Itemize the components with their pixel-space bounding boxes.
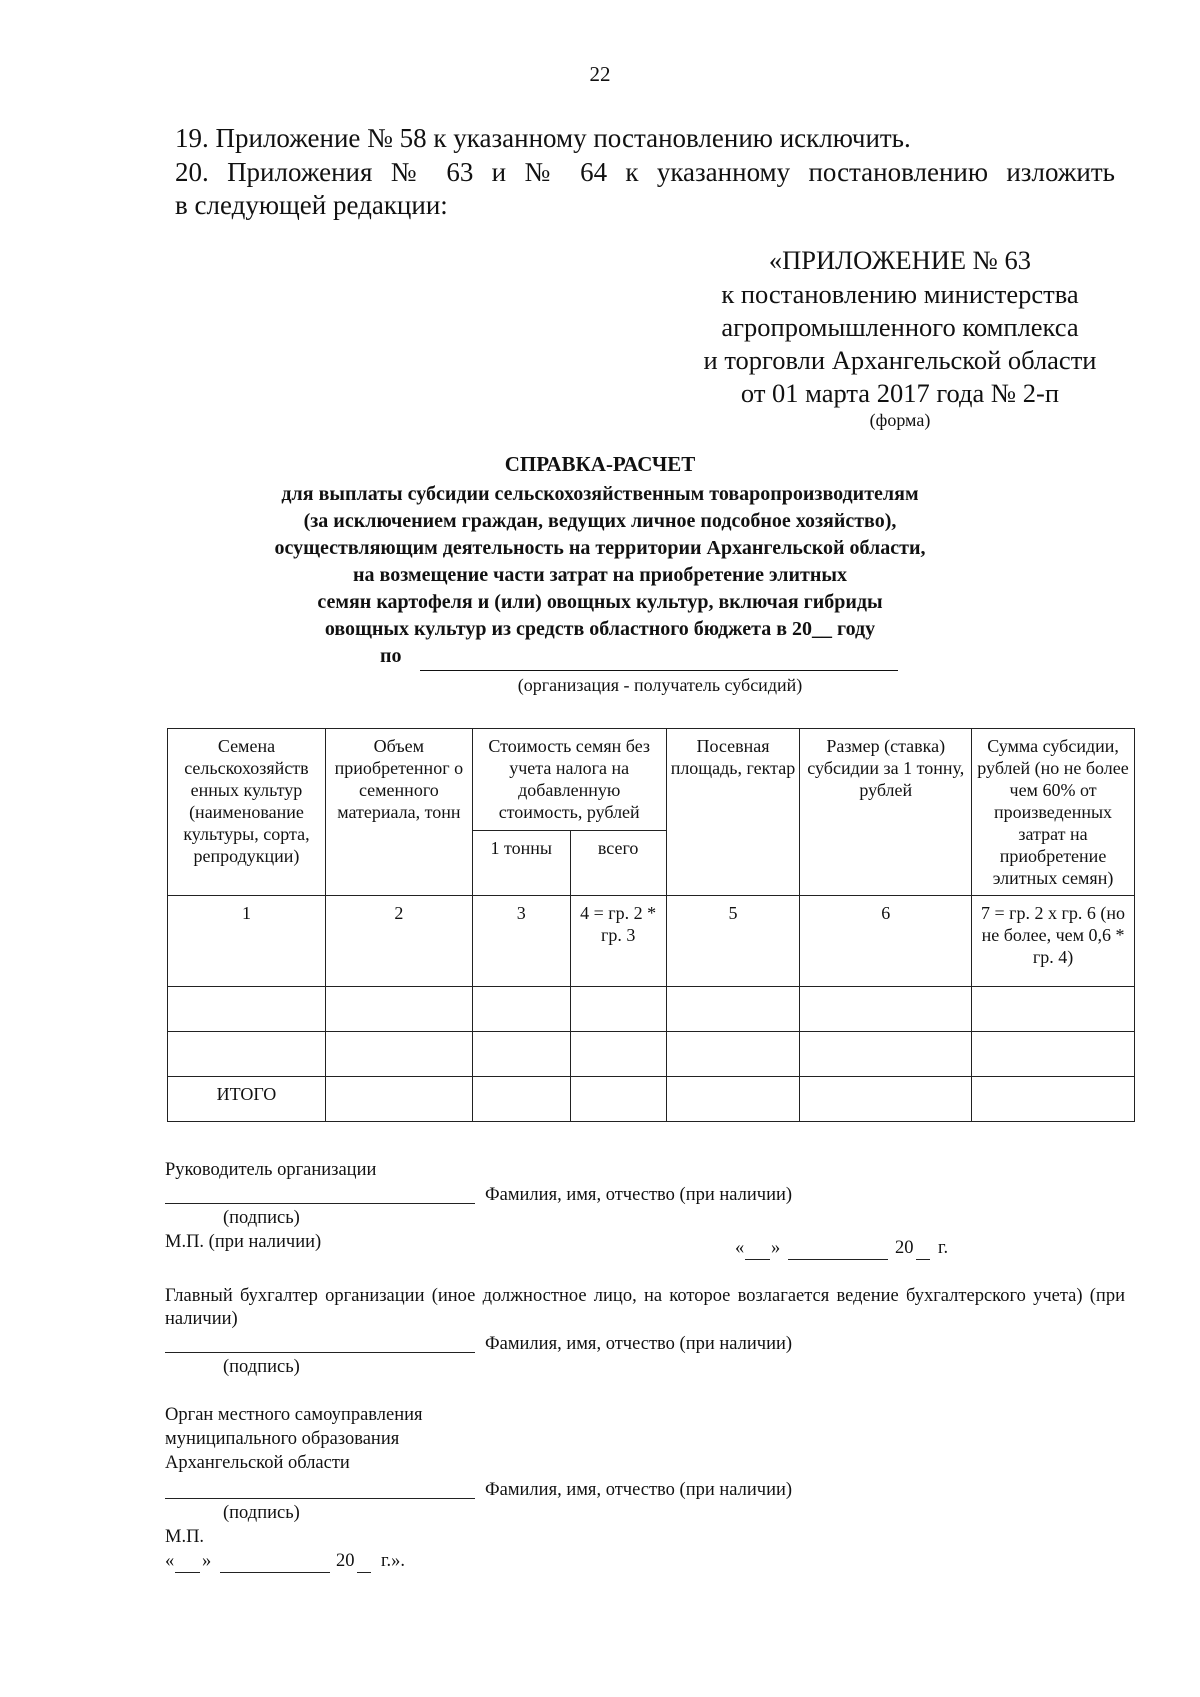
col-number-4: 4 = гр. 2 * гр. 3 xyxy=(570,896,666,987)
form-note: (форма) xyxy=(869,410,931,430)
table-cell[interactable] xyxy=(800,987,972,1032)
page-number: 22 xyxy=(589,62,611,86)
final-date-month-line[interactable] xyxy=(220,1572,330,1573)
recipient-caption: (организация - получатель субсидий) xyxy=(517,675,803,695)
date-open: « xyxy=(735,1238,745,1258)
date-year: 20 xyxy=(895,1238,914,1258)
local-gov-signature-caption: (подпись) xyxy=(223,1503,300,1523)
header-rate: Размер (ставка) субсидии за 1 тонну, рублей xyxy=(800,729,972,896)
head-fio-caption: Фамилия, имя, отчество (при наличии) xyxy=(485,1185,793,1205)
table-cell[interactable] xyxy=(972,987,1135,1032)
table-row xyxy=(168,1032,1135,1077)
head-signature-line[interactable] xyxy=(165,1203,475,1204)
table-cell[interactable] xyxy=(800,1032,972,1077)
calculation-table xyxy=(167,728,1135,1122)
table-cell[interactable] xyxy=(972,1032,1135,1077)
table-cell[interactable] xyxy=(472,1077,570,1122)
local-gov-line-2: муниципального образования xyxy=(165,1429,400,1449)
accountant-fio-caption: Фамилия, имя, отчество (при наличии) xyxy=(485,1334,793,1354)
recipient-field-line[interactable] xyxy=(420,670,898,671)
col-number-6: 6 xyxy=(800,896,972,987)
date-month-line[interactable] xyxy=(788,1259,888,1260)
appendix-title: «ПРИЛОЖЕНИЕ № 63 xyxy=(768,245,1032,275)
subtitle-line: осуществляющим деятельность на территории Архангельской области, xyxy=(274,537,926,559)
subtitle-line: на возмещение части затрат на приобретение элитных xyxy=(353,564,847,586)
final-date-end: г.». xyxy=(381,1551,406,1571)
header-cost-group: Стоимость семян без учета налога на добавленную стоимость, рублей xyxy=(472,729,666,831)
final-date-year-line[interactable] xyxy=(357,1572,371,1573)
header-volume: Объем приобретенног о семенного материала, тонн xyxy=(325,729,472,896)
document-title: СПРАВКА-РАСЧЕТ xyxy=(504,452,696,476)
table-cell[interactable] xyxy=(800,1077,972,1122)
table-cell[interactable] xyxy=(570,987,666,1032)
final-date-open: « xyxy=(165,1551,175,1571)
paragraph-20-line2: в следующей редакции: xyxy=(175,190,448,220)
table-cell[interactable] xyxy=(972,1077,1135,1122)
final-date-mid: » xyxy=(202,1551,212,1571)
table-cell[interactable] xyxy=(666,1032,800,1077)
total-row xyxy=(168,1077,1135,1122)
subtitle-line: для выплаты субсидии сельскохозяйственным товаропроизводителям xyxy=(281,483,919,505)
table-cell[interactable] xyxy=(325,1077,472,1122)
appendix-line-4: и торговли Архангельской области xyxy=(703,345,1097,375)
head-label: Руководитель организации xyxy=(165,1160,377,1180)
table-cell[interactable] xyxy=(666,1077,800,1122)
date-year-line[interactable] xyxy=(916,1259,930,1260)
col-number-5: 5 xyxy=(666,896,800,987)
table-cell[interactable] xyxy=(666,987,800,1032)
table-cell[interactable] xyxy=(168,1032,326,1077)
col-number-7: 7 = гр. 2 х гр. 6 (но не более, чем 0,6 * гр. 4) xyxy=(972,896,1135,987)
subtitle-line: семян картофеля и (или) овощных культур, включая гибриды xyxy=(317,591,883,613)
date-end: г. xyxy=(938,1238,949,1258)
table-cell[interactable] xyxy=(325,987,472,1032)
subtitle-line: (за исключением граждан, ведущих личное подсобное хозяйство), xyxy=(303,510,897,532)
total-label: ИТОГО xyxy=(168,1077,326,1122)
subtitle-line: овощных культур из средств областного бюджета в 20__ году xyxy=(324,618,876,640)
header-area: Посевная площадь, гектар xyxy=(666,729,800,896)
local-gov-signature-line[interactable] xyxy=(165,1498,475,1499)
table-row xyxy=(168,896,1135,987)
table-cell[interactable] xyxy=(570,1077,666,1122)
appendix-line-5: от 01 марта 2017 года № 2-п xyxy=(740,378,1060,408)
table-cell[interactable] xyxy=(472,1032,570,1077)
stamp-optional: М.П. (при наличии) xyxy=(165,1232,322,1252)
header-cost-total: всего xyxy=(570,830,666,895)
local-gov-line-3: Архангельской области xyxy=(165,1453,350,1473)
date-day-line[interactable] xyxy=(745,1259,770,1260)
appendix-line-3: агропромышленного комплекса xyxy=(721,312,1079,342)
appendix-line-2: к постановлению министерства xyxy=(721,279,1079,309)
table-cell[interactable] xyxy=(168,987,326,1032)
recipient-prefix: по xyxy=(380,645,402,667)
table-cell[interactable] xyxy=(472,987,570,1032)
header-seeds: Семена сельскохозяйств енных культур (наименование культуры, сорта, репродукции) xyxy=(168,729,326,896)
col-number-1: 1 xyxy=(168,896,326,987)
table-cell[interactable] xyxy=(325,1032,472,1077)
paragraph-19: 19. Приложение № 58 к указанному постановлению исключить. xyxy=(175,123,911,153)
table-cell[interactable] xyxy=(570,1032,666,1077)
header-subsidy-sum: Сумма субсидии, рублей (но не более чем 60% от произведенных затрат на приобретение элитных семян) xyxy=(972,729,1135,896)
col-number-2: 2 xyxy=(325,896,472,987)
accountant-signature-caption: (подпись) xyxy=(223,1357,300,1377)
paragraph-20-line1: 20. Приложения № 63 и № 64 к указанному постановлению изложить xyxy=(175,157,1115,187)
final-date-year: 20 xyxy=(336,1551,355,1571)
stamp: М.П. xyxy=(165,1527,205,1547)
table-row xyxy=(168,987,1135,1032)
col-number-3: 3 xyxy=(472,896,570,987)
head-signature-caption: (подпись) xyxy=(223,1208,300,1228)
local-gov-line-1: Орган местного самоуправления xyxy=(165,1405,423,1425)
final-date-day-line[interactable] xyxy=(175,1572,200,1573)
header-cost-per-ton: 1 тонны xyxy=(472,830,570,895)
local-gov-fio-caption: Фамилия, имя, отчество (при наличии) xyxy=(485,1480,793,1500)
date-mid: » xyxy=(771,1238,781,1258)
accountant-signature-line[interactable] xyxy=(165,1352,475,1353)
accountant-label: Главный бухгалтер организации (иное должностное лицо, на которое возлагается ведение бухгалтерского учета) (при наличии) xyxy=(165,1286,1125,1329)
